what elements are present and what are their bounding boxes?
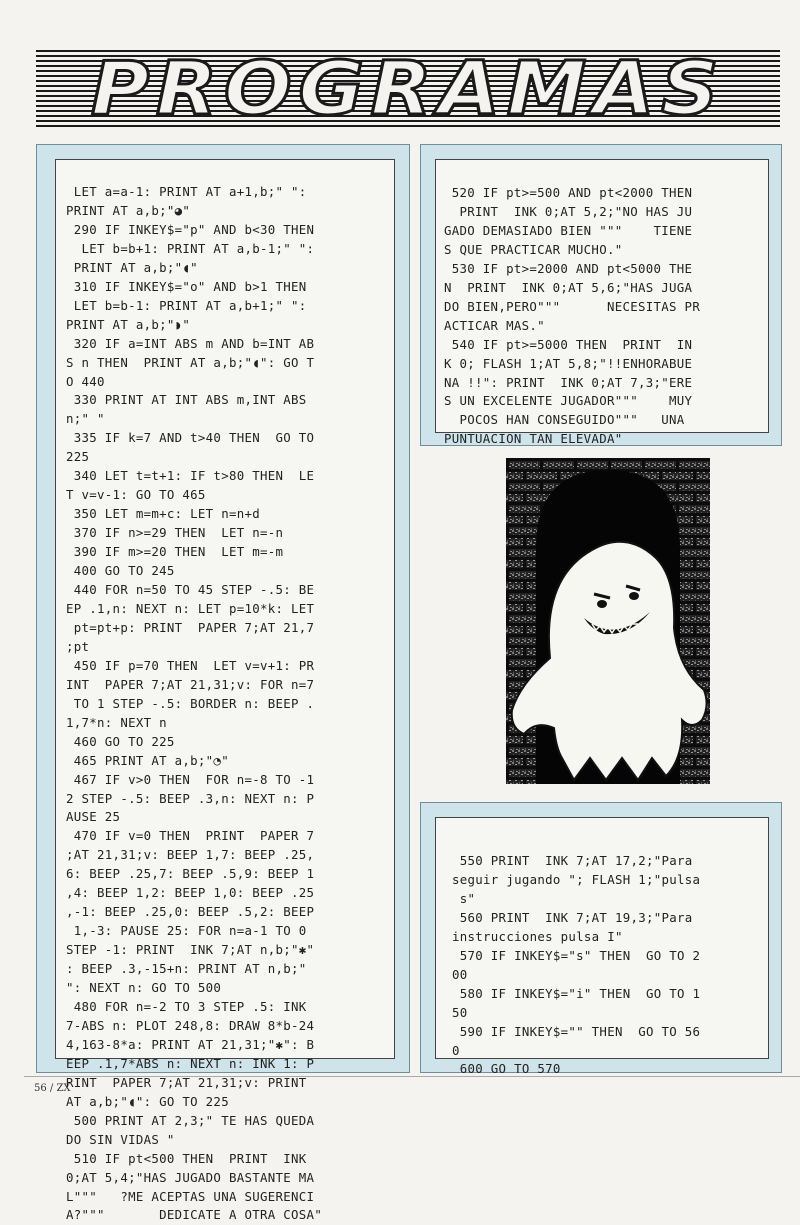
page-footer: 56 / ZX: [34, 1083, 71, 1094]
code-line: 465 PRINT AT a,b;"◔": [66, 752, 229, 768]
code-line: 310 IF INKEY$="o" AND b>1 THEN: [66, 278, 307, 294]
code-line: 290 IF INKEY$="p" AND b<30 THEN: [66, 221, 315, 237]
code-line: T v=v-1: GO TO 465: [66, 487, 206, 503]
code-line: 570 IF INKEY$="s" THEN GO TO 2: [452, 947, 701, 963]
code-line: 500 PRINT AT 2,3;" TE HAS QUEDA: [66, 1112, 315, 1128]
bottom-right-code-listing: [452, 852, 700, 1079]
code-line: 540 IF pt>=5000 THEN PRINT IN: [444, 336, 693, 352]
code-line: 600 GO TO 570: [452, 1061, 561, 1077]
programas-banner: [36, 50, 780, 128]
code-line: 590 IF INKEY$="" THEN GO TO 56: [452, 1023, 701, 1039]
code-line: S n THEN PRINT AT a,b;"◖": GO T: [66, 354, 315, 370]
ghost-illustration: [506, 458, 710, 784]
code-line: EEP .1,7*ABS n: NEXT n: INK 1: P: [66, 1055, 315, 1071]
code-line: EP .1,n: NEXT n: LET p=10*k: LET: [66, 600, 315, 616]
code-line: 580 IF INKEY$="i" THEN GO TO 1: [452, 985, 701, 1001]
code-line: PRINT AT a,b;"◗": [66, 316, 191, 332]
code-line: N PRINT INK 0;AT 5,6;"HAS JUGA: [444, 279, 693, 295]
code-line: 340 LET t=t+1: IF t>80 THEN LE: [66, 468, 315, 484]
code-line: INT PAPER 7;AT 21,31;v: FOR n=7: [66, 676, 315, 692]
code-line: ACTICAR MAS.": [444, 317, 545, 333]
code-line: 470 IF v=0 THEN PRINT PAPER 7: [66, 828, 315, 844]
code-line: 460 GO TO 225: [66, 733, 175, 749]
code-line: LET a=a-1: PRINT AT a+1,b;" ":: [66, 184, 307, 199]
code-line: 450 IF p=70 THEN LET v=v+1: PR: [66, 657, 315, 673]
top-right-code-listing: [444, 184, 700, 449]
code-line: 1,-3: PAUSE 25: FOR n=a-1 TO 0: [66, 923, 307, 939]
code-line: TO 1 STEP -.5: BORDER n: BEEP .: [66, 695, 315, 711]
code-line: S UN EXCELENTE JUGADOR""" MUY: [444, 393, 693, 409]
code-line: 6: BEEP .25,7: BEEP .5,9: BEEP 1: [66, 866, 315, 882]
code-line: 400 GO TO 245: [66, 563, 175, 579]
code-line: LET b=b-1: PRINT AT a,b+1;" ":: [66, 297, 307, 313]
code-line: 440 FOR n=50 TO 45 STEP -.5: BE: [66, 582, 315, 598]
code-line: 4,163-8*a: PRINT AT 21,31;"✱": B: [66, 1036, 315, 1052]
top-right-panel: [420, 144, 782, 446]
top-right-code-box: [435, 159, 769, 447]
code-line: GADO DEMASIADO BIEN """ TIENE: [444, 222, 693, 238]
code-line: 467 IF v>0 THEN FOR n=-8 TO -1: [66, 771, 315, 787]
code-line: 0;AT 5,4;"HAS JUGADO BASTANTE MA: [66, 1169, 315, 1185]
code-line: A?""" DEDICATE A OTRA COSA": [66, 1207, 323, 1223]
code-line: NA !!": PRINT INK 0;AT 7,3;"ERE: [444, 374, 693, 390]
code-line: 390 IF m>=20 THEN LET m=-m: [66, 544, 284, 560]
ghost-svg: [506, 458, 710, 784]
code-line: PRINT AT a,b;"◕": [66, 202, 191, 218]
code-line: ;AT 21,31;v: BEEP 1,7: BEEP .25,: [66, 847, 315, 863]
code-line: PRINT AT a,b;"◖": [66, 259, 198, 275]
code-line: ,-1: BEEP .25,0: BEEP .5,2: BEEP: [66, 904, 315, 920]
code-line: 530 IF pt>=2000 AND pt<5000 THE: [444, 260, 693, 276]
code-line: : BEEP .3,-15+n: PRINT AT n,b;": [66, 961, 307, 977]
code-line: K 0; FLASH 1;AT 5,8;"!!ENHORABUE: [444, 355, 693, 371]
code-line: AT a,b;"◖": GO TO 225: [66, 1093, 229, 1109]
code-line: 560 PRINT INK 7;AT 19,3;"Para: [452, 909, 693, 925]
code-line: 00: [452, 966, 468, 982]
banner-title: PROGRAMAS: [90, 50, 726, 128]
code-line: DO SIN VIDAS ": [66, 1131, 175, 1147]
code-line: 550 PRINT INK 7;AT 17,2;"Para: [452, 853, 693, 868]
code-line: 0: [452, 1042, 460, 1058]
code-line: AUSE 25: [66, 809, 121, 825]
code-line: L""" ?ME ACEPTAS UNA SUGERENCI: [66, 1188, 315, 1204]
code-line: 225: [66, 449, 90, 465]
code-line: ": NEXT n: GO TO 500: [66, 980, 222, 996]
code-line: 510 IF pt<500 THEN PRINT INK: [66, 1150, 307, 1166]
code-line: 1,7*n: NEXT n: [66, 714, 167, 730]
left-code-listing: [66, 183, 322, 1225]
code-line: RINT PAPER 7;AT 21,31;v: PRINT: [66, 1074, 307, 1090]
code-line: 370 IF n>=29 THEN LET n=-n: [66, 525, 284, 541]
code-line: 7-ABS n: PLOT 248,8: DRAW 8*b-24: [66, 1017, 315, 1033]
code-line: 520 IF pt>=500 AND pt<2000 THEN: [444, 185, 693, 200]
code-line: POCOS HAN CONSEGUIDO""" UNA: [444, 412, 685, 428]
code-line: ;pt: [66, 638, 90, 654]
code-line: STEP -1: PRINT INK 7;AT n,b;"✱": [66, 942, 315, 958]
code-line: 330 PRINT AT INT ABS m,INT ABS: [66, 392, 307, 408]
code-line: 50: [452, 1004, 468, 1020]
code-line: PRINT INK 0;AT 5,2;"NO HAS JU: [444, 203, 693, 219]
code-line: S QUE PRACTICAR MUCHO.": [444, 241, 623, 257]
code-line: O 440: [66, 373, 105, 389]
left-code-box: [55, 159, 395, 1223]
bottom-right-code-box: [435, 817, 769, 1077]
code-line: 480 FOR n=-2 TO 3 STEP .5: INK: [66, 998, 307, 1014]
code-line: 320 IF a=INT ABS m AND b=INT AB: [66, 335, 315, 351]
code-line: LET b=b+1: PRINT AT a,b-1;" ":: [66, 240, 315, 256]
code-line: ,4: BEEP 1,2: BEEP 1,0: BEEP .25: [66, 885, 315, 901]
code-line: s": [452, 890, 476, 906]
code-line: 2 STEP -.5: BEEP .3,n: NEXT n: P: [66, 790, 315, 806]
code-line: n;" ": [66, 411, 105, 427]
code-line: 350 LET m=m+c: LET n=n+d: [66, 506, 260, 522]
code-line: 335 IF k=7 AND t>40 THEN GO TO: [66, 430, 315, 446]
code-line: seguir jugando "; FLASH 1;"pulsa: [452, 871, 701, 887]
code-line: DO BIEN,PERO""" NECESITAS PR: [444, 298, 701, 314]
code-line: instrucciones pulsa I": [452, 928, 623, 944]
ghost-eye-icon: [597, 600, 607, 608]
code-line: pt=pt+p: PRINT PAPER 7;AT 21,7: [66, 619, 315, 635]
bottom-right-panel: [420, 802, 782, 1077]
code-line: PUNTUACION TAN ELEVADA": [444, 431, 623, 447]
